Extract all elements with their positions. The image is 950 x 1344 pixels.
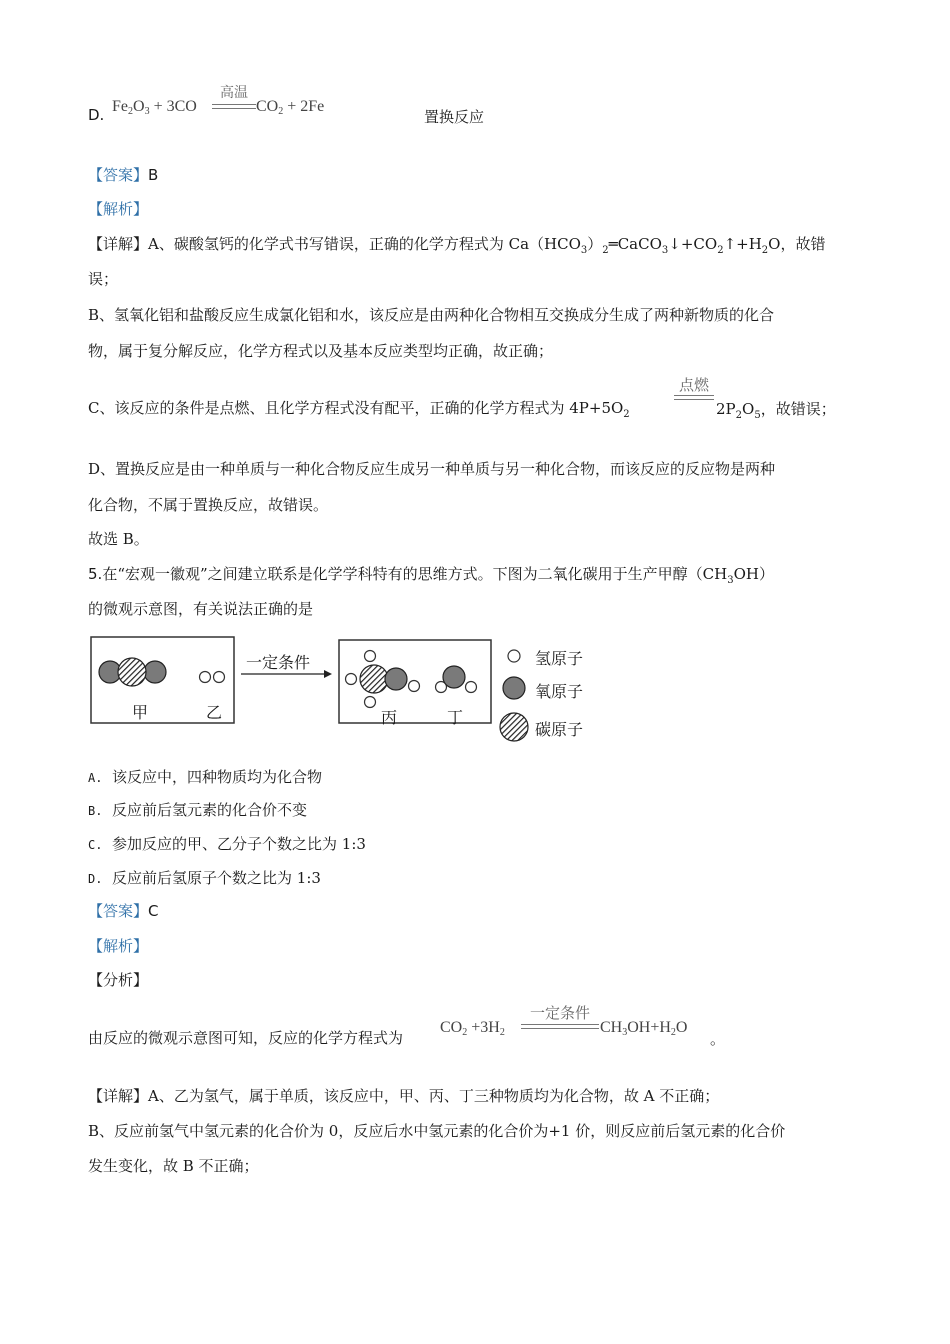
q4-conclusion: 故选 B。 (88, 530, 149, 548)
hydrogen-atom (346, 674, 357, 685)
q5-option-b[interactable]: B. 反应前后氢元素的化合价不变 (88, 801, 308, 819)
reaction-arrow-head (324, 670, 332, 678)
q4-detail-a-line1: 【详解】A、碳酸氢钙的化学式书写错误，正确的化学方程式为 $Ca(HCO_3)_2═CaCO_3↓+CO_2↑+H_2O$，故错 (88, 235, 826, 256)
q4-c-condition: 点燃 (678, 376, 709, 394)
hydrogen-atom (409, 681, 420, 692)
option-d-letter: D. (88, 106, 105, 124)
q5-stem-line1: 5.在“宏观一徽观”之间建立联系是化学学科特有的思维方式。下图为二氧化碳用于生产甲醇$(CH_3OH)$ (88, 565, 774, 586)
q5-answer: 【答案】C (88, 902, 159, 920)
q4-c-equals-sign (674, 395, 714, 400)
oxygen-atom (443, 666, 465, 688)
q5-detail-a: 【详解】A、乙为氢气，属于单质，该反应中，甲、丙、丁三种物质均为化合物，故 A 不正确； (88, 1087, 720, 1105)
q5-detail-b-line2: 发生变化，故 B 不正确； (88, 1157, 259, 1175)
carbon-atom (118, 658, 146, 686)
option-d-condition: 高温 (220, 85, 248, 101)
q5-equation-left: $CO_2 +3H_2$ (440, 1019, 505, 1038)
q4-detail-d-line1: D、置换反应是由一种单质与一种化合物反应生成另一种单质与另一种化合物，而该反应的反应物是两种 (88, 460, 776, 478)
oxygen-atom (144, 661, 166, 683)
label-ding: 丁 (447, 708, 464, 727)
hydrogen-atom (214, 672, 225, 683)
q5-equals-sign (521, 1024, 599, 1029)
option-d-reaction-type: 置换反应 (424, 108, 485, 126)
option-d-equation-left: $Fe_2O_3 + 3CO$ (112, 98, 197, 117)
q4-c-tail: $2P_2O_5$，故错误； (716, 400, 836, 421)
q5-analysis-label: 【解析】 (88, 937, 149, 955)
oxygen-atom (385, 668, 407, 690)
option-d-equation-right: $CO_2 + 2Fe$ (256, 98, 325, 117)
legend-carbon-icon (500, 713, 528, 741)
legend-carbon-label: 碳原子 (535, 720, 584, 739)
q5-fenxi-label: 【分析】 (88, 971, 149, 989)
q5-equation-end: 。 (710, 1030, 726, 1048)
hydrogen-atom (365, 651, 376, 662)
q4-detail-d-line2: 化合物，不属于置换反应，故错误。 (88, 496, 329, 514)
q4-answer: 【答案】B (88, 166, 159, 184)
carbon-atom (360, 665, 388, 693)
q5-equation-intro: 由反应的微观示意图可知，反应的化学方程式为 (88, 1029, 404, 1047)
legend-hydrogen-label: 氢原子 (535, 649, 584, 668)
q4-detail-a-line2: 误； (88, 270, 119, 288)
label-jia: 甲 (132, 703, 149, 722)
hydrogen-atom (200, 672, 211, 683)
label-bing: 丙 (381, 708, 398, 727)
q5-stem-line2: 的微观示意图，有关说法正确的是 (88, 600, 314, 618)
q5-option-d[interactable]: D. 反应前后氢原子个数之比为 1:3 (88, 869, 321, 887)
q4-detail-b-line2: 物，属于复分解反应，化学方程式以及基本反应类型均正确，故正确； (88, 342, 554, 360)
reaction-micro-diagram (88, 632, 608, 744)
legend-oxygen-label: 氧原子 (535, 682, 584, 701)
legend-hydrogen-icon (508, 650, 520, 662)
q5-equation-condition: 一定条件 (529, 1004, 590, 1022)
q5-equation-right: $CH_3OH+H_2O$ (600, 1019, 688, 1038)
option-d-equals-sign (212, 104, 256, 109)
q4-detail-c-line: C、该反应的条件是点燃、且化学方程式没有配平，正确的化学方程式为 $4P+5O_2$ (88, 399, 630, 420)
hydrogen-atom (466, 682, 477, 693)
q5-detail-b-line1: B、反应前氢气中氢元素的化合价为 0，反应后水中氢元素的化合价为+1 价，则反应前后氢元素的化合价 (88, 1122, 786, 1140)
legend-oxygen-icon (503, 677, 525, 699)
q4-detail-b-line1: B、氢氧化铝和盐酸反应生成氯化铝和水，该反应是由两种化合物相互交换成分生成了两种新物质的化合 (88, 306, 775, 324)
q5-option-c[interactable]: C. 参加反应的甲、乙分子个数之比为 1:3 (88, 835, 366, 853)
hydrogen-atom (365, 697, 376, 708)
label-yi: 乙 (206, 703, 223, 722)
arrow-label: 一定条件 (246, 653, 311, 672)
q5-option-a[interactable]: A. 该反应中，四种物质均为化合物 (88, 768, 323, 786)
q4-analysis-label: 【解析】 (88, 200, 149, 218)
